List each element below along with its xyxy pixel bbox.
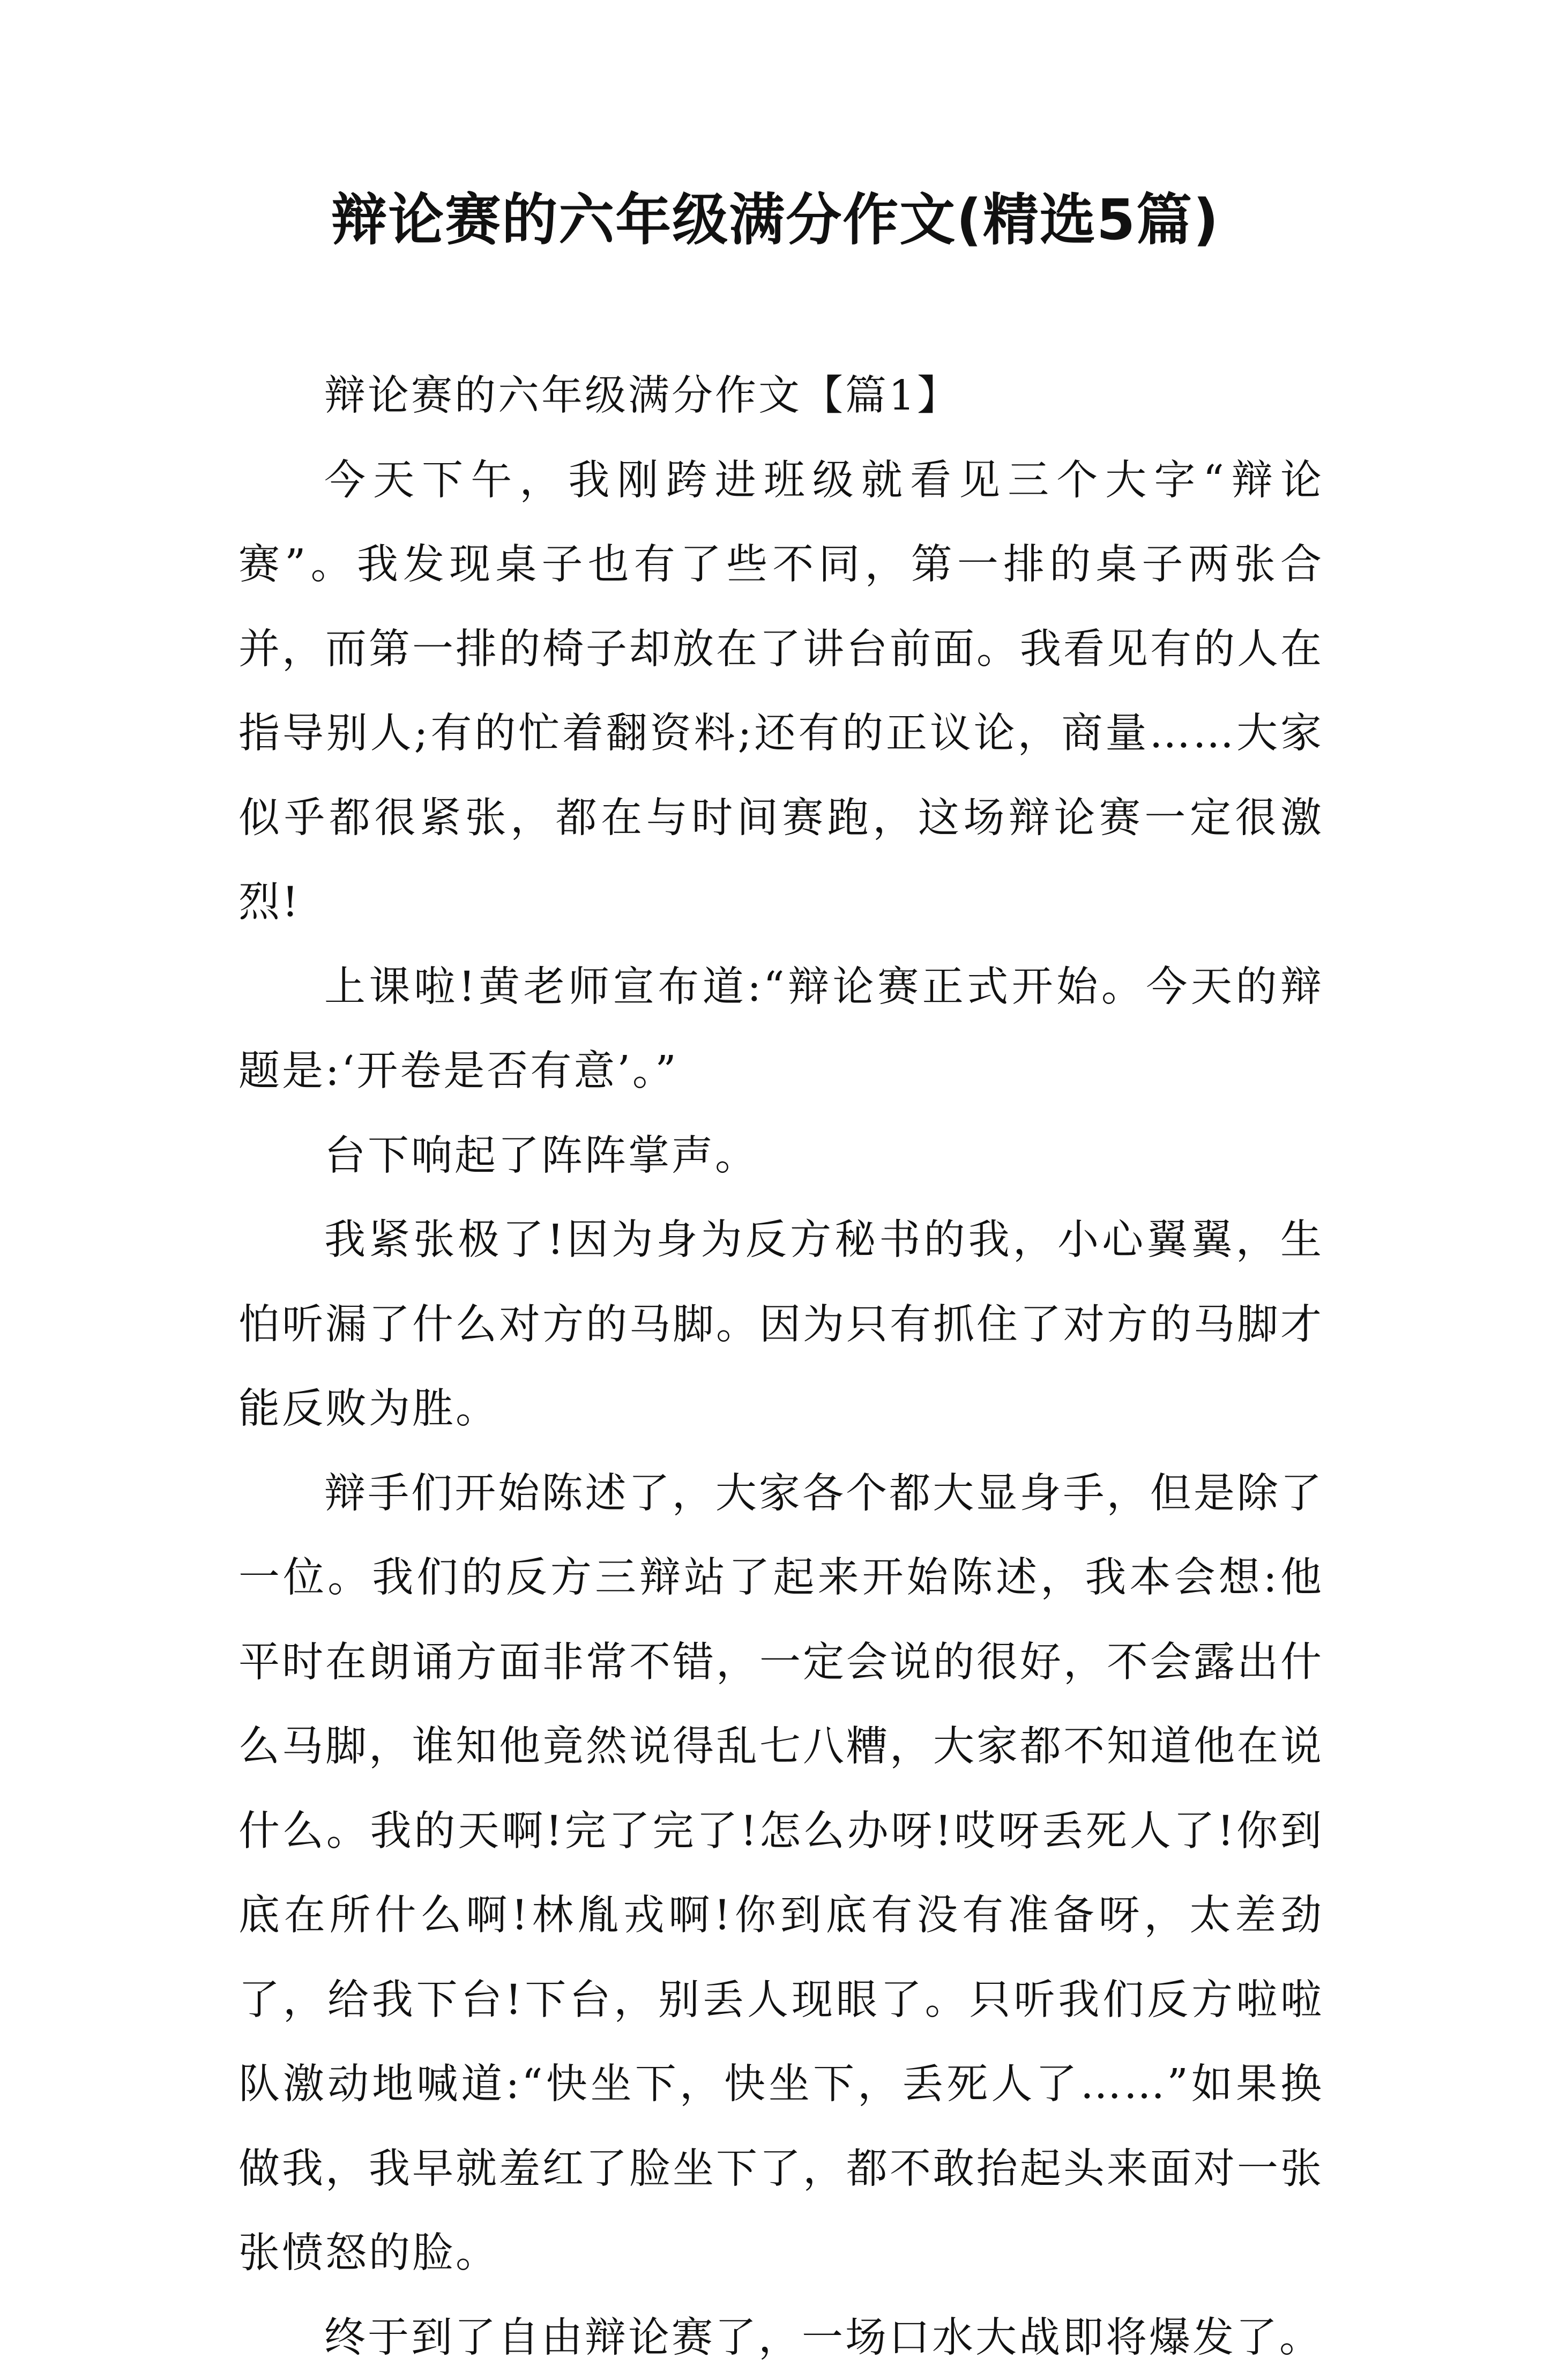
section-heading: 辩论赛的六年级满分作文【篇1】 (238, 354, 1324, 438)
paragraph: 辩手们开始陈述了，大家各个都大显身手，但是除了一位。我们的反方三辩站了起来开始陈述，我本会想:他平时在朗诵方面非常不错，一定会说的很好，不会露出什么马脚，谁知他竟然说得乱七八糟，大家都不知道他在说什么。我的天啊!完了完了!怎么办呀!哎呀丢死人了!你到底在所什么啊!林胤戎啊!你到底有没有准备呀，太差劲了，给我下台!下台，别丢人现眼了。只听我们反方啦啦队激动地喊道:“快坐下，快坐下，丢死人了……”如果换做我，我早就羞红了脸坐下了，都不敢抬起头来面对一张张愤怒的脸。 (238, 1452, 1324, 2296)
document-body (238, 354, 1324, 2380)
paragraph: 台下响起了阵阵掌声。 (238, 1114, 1324, 1199)
paragraph: 终于到了自由辩论赛了，一场口水大战即将爆发了。 (238, 2296, 1324, 2380)
paragraph: 我紧张极了!因为身为反方秘书的我，小心翼翼，生怕听漏了什么对方的马脚。因为只有抓住了对方的马脚才能反败为胜。 (238, 1198, 1324, 1452)
document-title: 辩论赛的六年级满分作文(精选5篇) (0, 182, 1551, 257)
paragraph: 上课啦!黄老师宣布道:“辩论赛正式开始。今天的辩题是:‘开卷是否有意’。” (238, 945, 1324, 1114)
paragraph: 今天下午，我刚跨进班级就看见三个大字“辩论赛”。我发现桌子也有了些不同，第一排的桌子两张合并，而第一排的椅子却放在了讲台前面。我看见有的人在指导别人;有的忙着翻资料;还有的正议论，商量……大家似乎都很紧张，都在与时间赛跑，这场辩论赛一定很激烈! (238, 438, 1324, 945)
